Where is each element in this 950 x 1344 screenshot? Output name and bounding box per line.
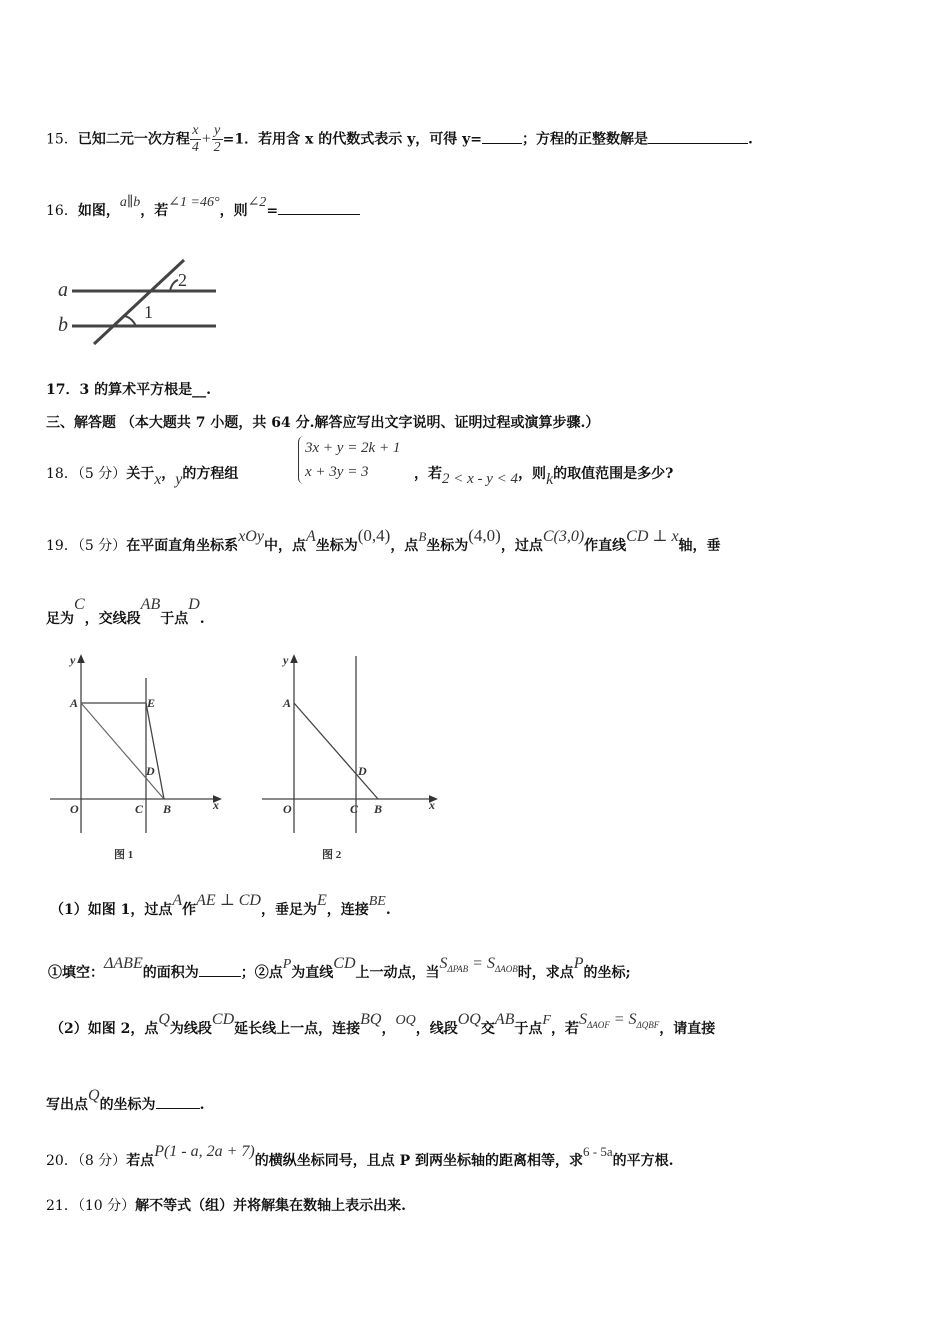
p2-text-8: ，若 [550, 1021, 579, 1037]
q15-blank-2[interactable] [648, 129, 748, 144]
q16-text-2: ，若 [140, 203, 169, 219]
fig2-segment-AB [294, 703, 378, 799]
p2-math-BQ: BQ [360, 1011, 382, 1028]
fig1-label-C: C [135, 802, 144, 816]
p2-text-5: ，线段 [415, 1021, 458, 1037]
fig2-label-C: C [350, 802, 359, 816]
q18-math-k: k [546, 471, 554, 488]
fig2-label-O: O [283, 802, 292, 816]
q15-blank-1[interactable] [482, 129, 522, 144]
p2-math-CD: CD [211, 1011, 235, 1028]
q19-l2-text-1: 足为 [46, 611, 74, 627]
q20-score: （8 分） [77, 1153, 127, 1169]
fig1-label-x: x [213, 798, 219, 812]
q18-condition: 2 < x - y < 4 [442, 471, 519, 487]
p1a-math-ABE: ΔABE [104, 955, 143, 972]
p1-math-A: A [172, 892, 183, 909]
q19-coord-B: (4,0) [468, 526, 501, 545]
q16-text-3: ，则 [219, 203, 248, 219]
q20-math-P: P(1 - a, 2a + 7) [154, 1143, 255, 1160]
q16-blank[interactable] [278, 200, 360, 215]
q16-number: 16． [46, 203, 78, 219]
q15-number: 15． [46, 131, 78, 148]
part-2-line2 [46, 1087, 205, 1114]
q19-math-CD-perp-x: CD ⊥ x [626, 528, 679, 545]
q19-text-6: ，过点 [500, 538, 543, 554]
q16-parallel-math: a∥b [119, 195, 141, 210]
q18-equation-system [298, 436, 400, 484]
part-2 [50, 1011, 716, 1043]
q19-math-xoy: xOy [238, 528, 264, 545]
q19-text-7: 作直线 [584, 538, 627, 554]
p1a-text-3: ；②点 [240, 965, 283, 981]
p1-end: . [385, 902, 391, 918]
p2b-blank[interactable] [156, 1094, 200, 1109]
q18-score: （5 分） [77, 466, 127, 482]
q18-text-3: ，若 [414, 466, 442, 482]
question-20 [46, 1143, 674, 1170]
q18-comma: ， [161, 466, 176, 482]
fig2-label-D: D [358, 764, 367, 778]
q19-l2-end: . [199, 611, 205, 627]
q18-text-4: ，则 [518, 466, 547, 482]
p2-math-OQ2: OQ [457, 1011, 481, 1028]
p2-text-6: 交 [480, 1021, 495, 1037]
fig2-caption: 图 2 [322, 849, 342, 861]
question-18-cont [414, 465, 674, 488]
fig2-label-A: A [283, 696, 292, 710]
p1a-text-6: 时，求点 [517, 965, 574, 981]
p1-text-1: （1）如图 1，过点 [50, 902, 173, 918]
fig1-label-y: y [70, 653, 76, 667]
label-1: 1 [144, 302, 153, 322]
q18-eq1: 3x + y = 2k + 1 [305, 440, 401, 456]
p2-text-3: 延长线上一点，连接 [234, 1021, 361, 1037]
q18-text-5: 的取值范围是多少? [553, 466, 674, 482]
p1a-math-P: P [282, 957, 292, 972]
question-17: 17．3 的算术平方根是__. [46, 382, 211, 398]
q18-math-y: y [175, 471, 183, 488]
p2b-text-2: 的坐标为 [99, 1097, 156, 1113]
q20-text-2: 的横纵坐标同号，且点 P 到两坐标轴的距离相等，求 [254, 1153, 584, 1169]
part-1-fill [48, 955, 631, 987]
q15-plus: + [200, 130, 212, 148]
q16-text-1: 如图， [77, 203, 120, 219]
q15-end: . [747, 131, 753, 148]
q16-angle2-math: ∠2 [247, 195, 267, 210]
q20-text-3: 的平方根. [612, 1153, 674, 1169]
p1a-text-1: ①填空： [48, 965, 104, 981]
q19-number: 19． [46, 538, 78, 554]
q20-text-1: 若点 [126, 1153, 155, 1169]
fig2-label-B: B [374, 802, 383, 816]
p2-math-OQ: OQ [395, 1013, 416, 1028]
q19-text-1: 在平面直角坐标系 [126, 538, 239, 554]
question-16 [46, 195, 360, 221]
p2-text-9: ，请直接 [659, 1021, 716, 1037]
figure-parallel-lines [58, 256, 220, 348]
q19-l2-math-D: D [188, 596, 200, 613]
p2b-text-1: 写出点 [46, 1097, 88, 1113]
p2-math-F: F [542, 1013, 551, 1028]
p2-text-1: （2）如图 2，点 [50, 1021, 159, 1037]
p1-text-4: ，连接 [326, 902, 369, 918]
q15-text-1: 已知二元一次方程 [77, 131, 190, 148]
figure-2 [258, 648, 448, 868]
p2-math-Q: Q [158, 1011, 170, 1028]
q20-number: 20． [46, 1153, 78, 1169]
question-18 [46, 465, 239, 488]
q15-text-2: =1．若用含 x 的代数式表示 y，可得 y= [222, 131, 482, 148]
fig1-label-E: E [147, 696, 156, 710]
p1-math-AE-perp-CD: AE ⊥ CD [196, 892, 261, 909]
q19-math-B: B [418, 529, 427, 544]
p1a-math-P2: P [573, 955, 584, 972]
q19-coord-C: C(3,0) [542, 528, 585, 545]
part-1 [50, 892, 391, 920]
p1a-text-7: 的坐标; [583, 965, 631, 981]
q19-math-A: A [305, 528, 316, 545]
q15-text-3: ；方程的正整数解是 [521, 131, 648, 148]
fig1-label-B: B [163, 802, 172, 816]
q16-angle1-math: ∠1 =46° [168, 195, 220, 210]
q18-eq2: x + 3y = 3 [305, 464, 369, 480]
label-2: 2 [178, 270, 187, 290]
section-3-header: 三、解答题 （本大题共 7 小题，共 64 分.解答应写出文字说明、证明过程或演算步骤.） [46, 415, 600, 431]
q21-score: （10 分） [77, 1198, 136, 1214]
question-21 [46, 1197, 406, 1215]
fig2-label-x: x [429, 798, 435, 812]
fig1-caption: 图 1 [114, 849, 134, 861]
p2-math-S-AOF-eq-S-QBF: $S_{\Delta AOF} = S_{\Delta QBF}$ [578, 1011, 660, 1031]
q19-l2-text-2: ，交线段 [84, 611, 141, 627]
question-19-line2 [46, 596, 205, 628]
p1a-math-S-PAB-eq-S-AOB: $S_{\Delta PAB} = S_{\Delta AOB}$ [439, 955, 518, 975]
fig1-label-A: A [70, 696, 79, 710]
q19-text-2: 中，点 [263, 538, 306, 554]
q19-text-4: ，点 [390, 538, 419, 554]
q18-number: 18． [46, 466, 78, 482]
transversal [94, 260, 184, 344]
p2-text-2: 为线段 [169, 1021, 212, 1037]
q19-score: （5 分） [77, 538, 127, 554]
figure-1 [46, 648, 236, 868]
p2-text-4: ， [381, 1021, 396, 1037]
p2-math-AB: AB [494, 1011, 515, 1028]
q19-l2-math-AB: AB [140, 596, 161, 613]
angle-2-arc [170, 280, 178, 291]
p1-text-3: ，垂足为 [260, 902, 317, 918]
q19-text-5: 坐标为 [426, 538, 469, 554]
q19-coord-A: (0,4) [357, 526, 391, 545]
fig1-segment-BE [146, 703, 164, 799]
p1a-text-4: 为直线 [291, 965, 334, 981]
p1-math-E: E [316, 892, 327, 909]
q18-text-1: 关于 [126, 466, 155, 482]
label-a: a [58, 279, 68, 301]
p2b-math-Q: Q [88, 1087, 100, 1104]
q19-l2-math-C: C [74, 596, 85, 613]
q15-fraction-y-over-2: $\frac{y}{2}$ [213, 123, 221, 155]
q19-text-8: 轴，垂 [678, 538, 721, 554]
q20-math-6-5a: 6 - 5a [583, 1144, 613, 1159]
p1a-text-5: 上一动点，当 [355, 965, 440, 981]
p1a-math-CD: CD [333, 955, 356, 972]
q21-number: 21． [46, 1198, 78, 1214]
p1a-blank[interactable] [199, 962, 241, 977]
p1-text-2: 作 [182, 902, 197, 918]
q18-text-2: 的方程组 [182, 466, 239, 482]
q16-text-4: = [266, 203, 279, 219]
p1-math-BE: BE [368, 894, 386, 909]
q21-text-1: 解不等式（组）并将解集在数轴上表示出来. [135, 1198, 406, 1214]
fig1-segment-AB [81, 703, 164, 799]
p2-text-7: 于点 [514, 1021, 543, 1037]
question-19 [46, 526, 906, 555]
q15-fraction-x-over-4: $\frac{x}{4}$ [191, 123, 199, 155]
p1a-text-2: 的面积为 [142, 965, 199, 981]
label-b: b [58, 314, 68, 336]
question-15 [46, 123, 753, 156]
q18-math-x: x [154, 471, 162, 488]
fig1-label-D: D [146, 764, 155, 778]
p2b-end: . [199, 1097, 205, 1113]
fig1-label-O: O [70, 802, 79, 816]
q19-text-3: 坐标为 [315, 538, 358, 554]
fig2-label-y: y [283, 653, 289, 667]
q19-l2-text-3: 于点 [160, 611, 189, 627]
